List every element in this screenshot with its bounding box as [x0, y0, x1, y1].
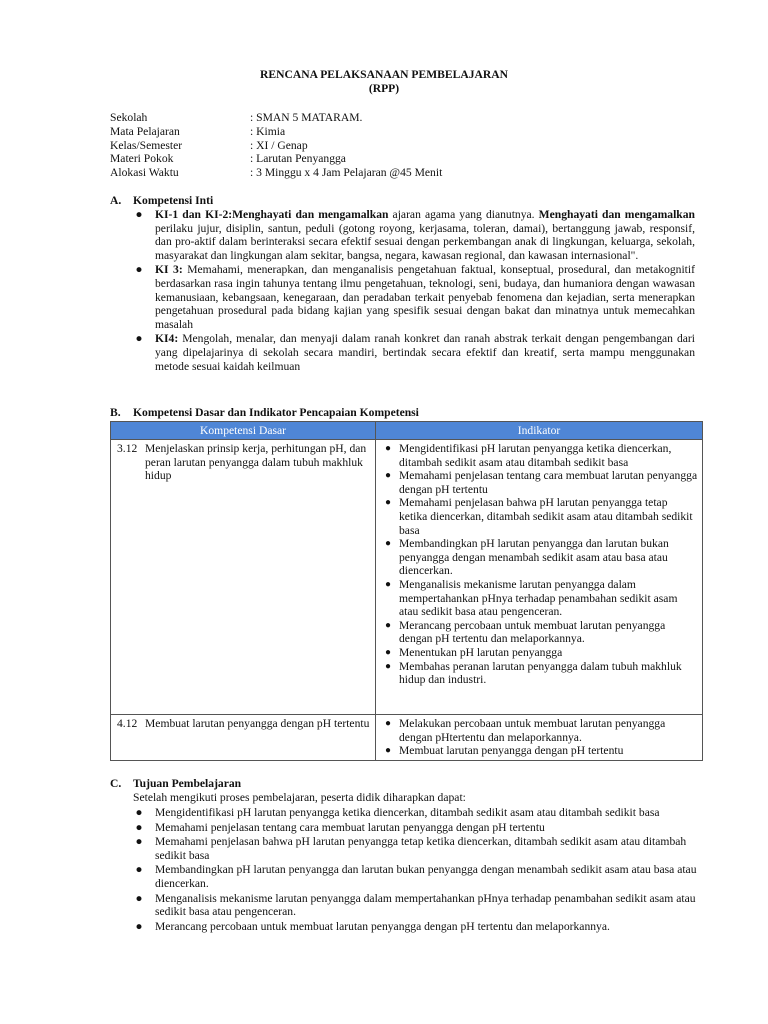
bullet-icon: ● — [384, 470, 392, 482]
list-item — [133, 806, 703, 820]
list-item — [382, 537, 698, 578]
identity-value: : SMAN 5 MATARAM. — [250, 111, 363, 124]
indicator-text: Membuat larutan penyangga dengan pH tertentu — [399, 744, 624, 758]
list-item — [382, 578, 698, 619]
column-header-indikator: Indikator — [376, 422, 703, 440]
tujuan-text: Mengidentifikasi pH larutan penyangga ketika diencerkan, ditambah sedikit asam atau ditambah sedikit basa — [155, 806, 660, 819]
tujuan-text: Membandingkan pH larutan penyangga dan larutan bukan penyangga dengan menambah sedikit asam atau basa atau diencerkan. — [155, 863, 697, 890]
document-title — [0, 68, 768, 96]
ki-label: KI-1 dan KI-2:Menghayati dan mengamalkan — [155, 208, 389, 221]
section-title: Kompetensi Inti — [133, 194, 214, 207]
bullet-icon: ● — [384, 578, 392, 590]
list-item — [133, 835, 703, 862]
indicator-text: Membahas peranan larutan penyangga dalam tubuh makhluk hidup dan industri. — [399, 659, 682, 687]
table-row — [111, 715, 703, 761]
title-line-2: (RPP) — [368, 82, 400, 95]
kd-number: 4.12 — [117, 717, 138, 730]
indicator-text: Menentukan pH larutan penyangga — [399, 645, 563, 659]
kd-text: Menjelaskan prinsip kerja, perhitungan pH, dan peran larutan penyangga dalam tubuh makhluk hidup — [145, 442, 367, 483]
bullet-icon: ● — [135, 919, 143, 933]
identity-label: Mata Pelajaran — [110, 124, 180, 138]
bullet-icon: ● — [384, 660, 392, 672]
bullet-icon: ● — [384, 718, 392, 729]
bullet-icon: ● — [135, 863, 143, 877]
column-header-kompetensi-dasar: Kompetensi Dasar — [111, 422, 376, 440]
bullet-icon: ● — [384, 745, 392, 757]
title-line-1: RENCANA PELAKSANAAN PEMBELAJARAN — [260, 68, 508, 81]
table-header-row — [111, 422, 703, 440]
list-item — [382, 469, 698, 496]
bullet-icon: ● — [384, 619, 392, 631]
identity-label: Kelas/Semester — [110, 138, 183, 152]
list-item — [133, 263, 695, 331]
section-title: Tujuan Pembelajaran — [133, 777, 242, 790]
tujuan-text: Memahami penjelasan bahwa pH larutan penyangga tetap ketika diencerkan, ditambah sedikit asam atau ditambah sedikit basa — [155, 835, 687, 862]
identity-value: : 3 Minggu x 4 Jam Pelajaran @45 Menit — [250, 166, 443, 180]
kd-cell — [111, 715, 376, 761]
identity-label: Sekolah — [110, 111, 148, 124]
list-item — [382, 442, 698, 469]
tujuan-list — [133, 806, 703, 934]
kd-number: 3.12 — [117, 442, 138, 455]
indicator-text: Memahami penjelasan bahwa pH larutan penyangga tetap ketika diencerkan, ditambah sedikit asam atau ditambah sedikit basa — [399, 496, 693, 537]
ki-emphasis: Menghayati dan mengamalkan — [538, 208, 695, 221]
bullet-icon: ● — [135, 208, 143, 221]
list-item — [133, 821, 703, 835]
bullet-icon: ● — [384, 497, 392, 509]
bullet-icon: ● — [384, 646, 392, 658]
indicator-text: Merancang percobaan untuk membuat larutan penyangga dengan pH tertentu dan melaporkannya. — [399, 618, 666, 646]
list-item — [382, 496, 698, 537]
identity-row — [110, 152, 442, 166]
identity-value: : XI / Genap — [250, 138, 308, 152]
bullet-icon: ● — [135, 820, 143, 834]
list-item — [133, 920, 703, 934]
indicator-cell — [376, 715, 703, 761]
kd-cell — [111, 440, 376, 715]
ki-label: KI 3: — [155, 263, 183, 277]
bullet-icon: ● — [135, 891, 143, 905]
indicator-text: Mengidentifikasi pH larutan penyangga ketika diencerkan, ditambah sedikit asam atau ditambah sedikit basa — [399, 442, 672, 469]
kd-text: Membuat larutan penyangga dengan pH tertentu — [145, 717, 370, 730]
identity-label: Materi Pokok — [110, 152, 174, 166]
identity-row — [110, 111, 442, 125]
bullet-icon: ● — [135, 835, 143, 849]
table-row — [111, 440, 703, 715]
ki-text: ajaran agama yang dianutnya. — [388, 208, 539, 221]
identity-value: : Kimia — [250, 124, 286, 138]
bullet-icon: ● — [384, 443, 392, 454]
list-item — [133, 863, 703, 890]
identity-label: Alokasi Waktu — [110, 166, 179, 180]
list-item — [382, 744, 698, 758]
identity-row — [110, 125, 442, 139]
identity-row — [110, 139, 442, 153]
tujuan-intro: Setelah mengikuti proses pembelajaran, peserta didik diharapkan dapat: — [133, 791, 466, 804]
list-item — [133, 892, 703, 919]
indicator-text: Memahami penjelasan tentang cara membuat larutan penyangga dengan pH tertentu — [399, 469, 698, 496]
indicator-text: Menganalisis mekanisme larutan penyangga dalam mempertahankan pHnya terhadap penambahan sedikit asam atau sedikit basa atau pengenceran. — [399, 577, 678, 619]
section-letter: C. — [110, 777, 122, 790]
list-item — [382, 619, 698, 646]
kompetensi-inti-list — [133, 208, 695, 374]
section-c-heading — [110, 777, 241, 791]
competency-table — [110, 421, 703, 761]
bullet-icon: ● — [135, 332, 143, 346]
ki-label: KI4: — [155, 332, 179, 346]
identity-block — [110, 111, 442, 180]
indicator-text: Melakukan percobaan untuk membuat larutan penyangga dengan pHtertentu dan melaporkannya. — [399, 717, 666, 744]
list-item — [382, 717, 698, 744]
ki-text: Mengolah, menalar, dan menyaji dalam ranah konkret dan ranah abstrak terkait dengan pengembangan dari yang dipelajarinya di sekolah secara mandiri, bertindak secara efektif dan kreatif, serta mampu menggunakan metode sesuai kaidah keilmuan — [155, 332, 695, 373]
section-a-heading — [110, 194, 213, 208]
bullet-icon: ● — [135, 263, 143, 277]
identity-row — [110, 166, 442, 180]
bullet-icon: ● — [135, 806, 143, 819]
list-item — [382, 646, 698, 660]
list-item — [382, 660, 698, 687]
identity-value: : Larutan Penyangga — [250, 152, 346, 166]
section-letter: A. — [110, 194, 122, 207]
tujuan-text: Memahami penjelasan tentang cara membuat larutan penyangga dengan pH tertentu — [155, 820, 545, 834]
ki-text: perilaku jujur, disiplin, santun, peduli (gotong royong, kerjasama, toleran, damai), bertanggung jawab, responsif, dan pro-aktif dalam berinteraksi secara efektif sesuai dengan perkembangan anak di lingkungan, keluarga, sekolah, masyarakat dan lingkungan alam sekitar, bangsa, negara, kawasan regional, dan kawasan internasional". — [155, 221, 695, 262]
list-item — [133, 208, 695, 262]
section-letter: B. — [110, 406, 121, 419]
section-title: Kompetensi Dasar dan Indikator Pencapaian Kompetensi — [133, 406, 419, 419]
section-b-heading — [110, 406, 419, 420]
tujuan-text: Menganalisis mekanisme larutan penyangga dalam mempertahankan pHnya terhadap penambahan sedikit asam atau sedikit basa atau pengenceran. — [155, 891, 696, 919]
bullet-icon: ● — [384, 538, 392, 550]
tujuan-text: Merancang percobaan untuk membuat larutan penyangga dengan pH tertentu dan melaporkannya. — [155, 919, 610, 933]
indicator-cell — [376, 440, 703, 715]
list-item — [133, 332, 695, 373]
ki-text: Memahami, menerapkan, dan menganalisis pengetahuan faktual, konseptual, prosedural, dan metakognitif berdasarkan rasa ingin tahunya tentang ilmu pengetahuan, teknologi, seni, budaya, dan humaniora dengan wawasan kemanusiaan, kebangsaan, kenegaraan, dan peradaban terkait penyebab fenomena dan kejadian, serta menerapkan pengetahuan prosedural pada bidang kajian yang spesifik sesuai dengan bakat dan minatnya untuk memecahkan masalah — [155, 263, 695, 331]
indicator-text: Membandingkan pH larutan penyangga dan larutan bukan penyangga dengan menambah sedikit asam atau basa atau diencerkan. — [399, 537, 669, 578]
